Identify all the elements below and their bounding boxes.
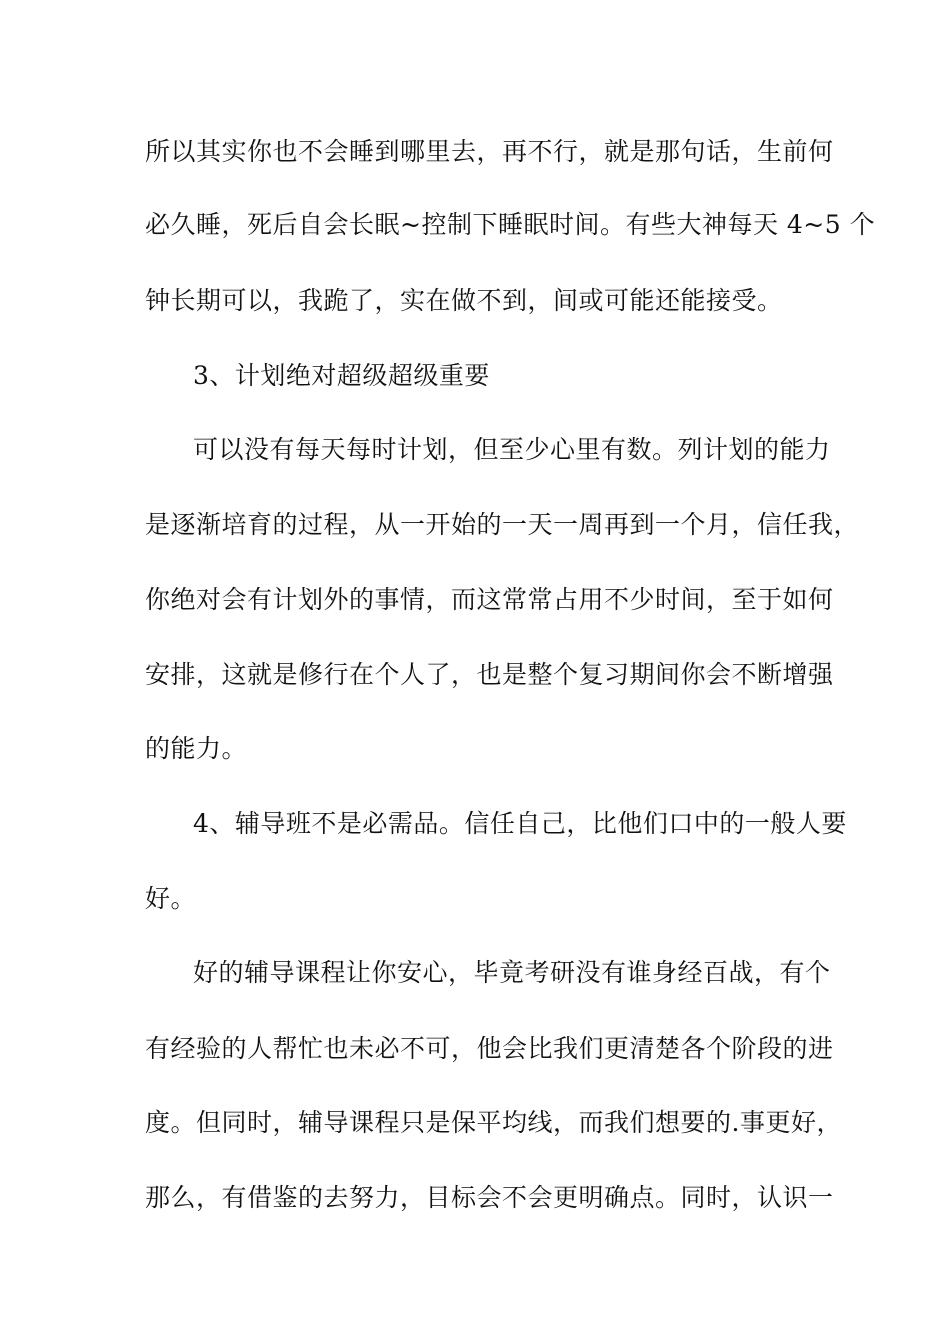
text-line: 必久睡，死后自会长眠~控制下睡眠时间。有些大神每天 4~5 个 [145, 210, 876, 239]
text-line: 度。但同时，辅导课程只是保平均线，而我们想要的.事更好， [145, 1108, 842, 1137]
text-line: 可以没有每天每时计划，但至少心里有数。列计划的能力 [193, 435, 831, 464]
text-line: 是逐渐培育的过程，从一开始的一天一周再到一个月，信任我， [145, 510, 860, 539]
text-line: 你绝对会有计划外的事情，而这常常占用不少时间，至于如何 [145, 585, 834, 614]
text-line: 安排，这就是修行在个人了，也是整个复习期间你会不断增强 [145, 660, 834, 689]
text-line: 所以其实你也不会睡到哪里去，再不行，就是那句话，生前何 [145, 137, 834, 166]
text-line: 钟长期可以，我跪了，实在做不到，间或可能还能接受。 [145, 286, 783, 315]
text-line: 好。 [145, 884, 197, 913]
text-line: 有经验的人帮忙也未必不可，他会比我们更清楚各个阶段的进 [145, 1034, 834, 1063]
text-line: 的能力。 [145, 734, 248, 763]
section-heading: 3、计划绝对超级超级重要 [193, 361, 490, 390]
section-heading: 4、辅导班不是必需品。信任自己，比他们口中的一般人要 [193, 809, 847, 838]
text-line: 好的辅导课程让你安心，毕竟考研没有谁身经百战，有个 [193, 958, 831, 987]
text-line: 那么，有借鉴的去努力，目标会不会更明确点。同时，认识一 [145, 1183, 834, 1212]
